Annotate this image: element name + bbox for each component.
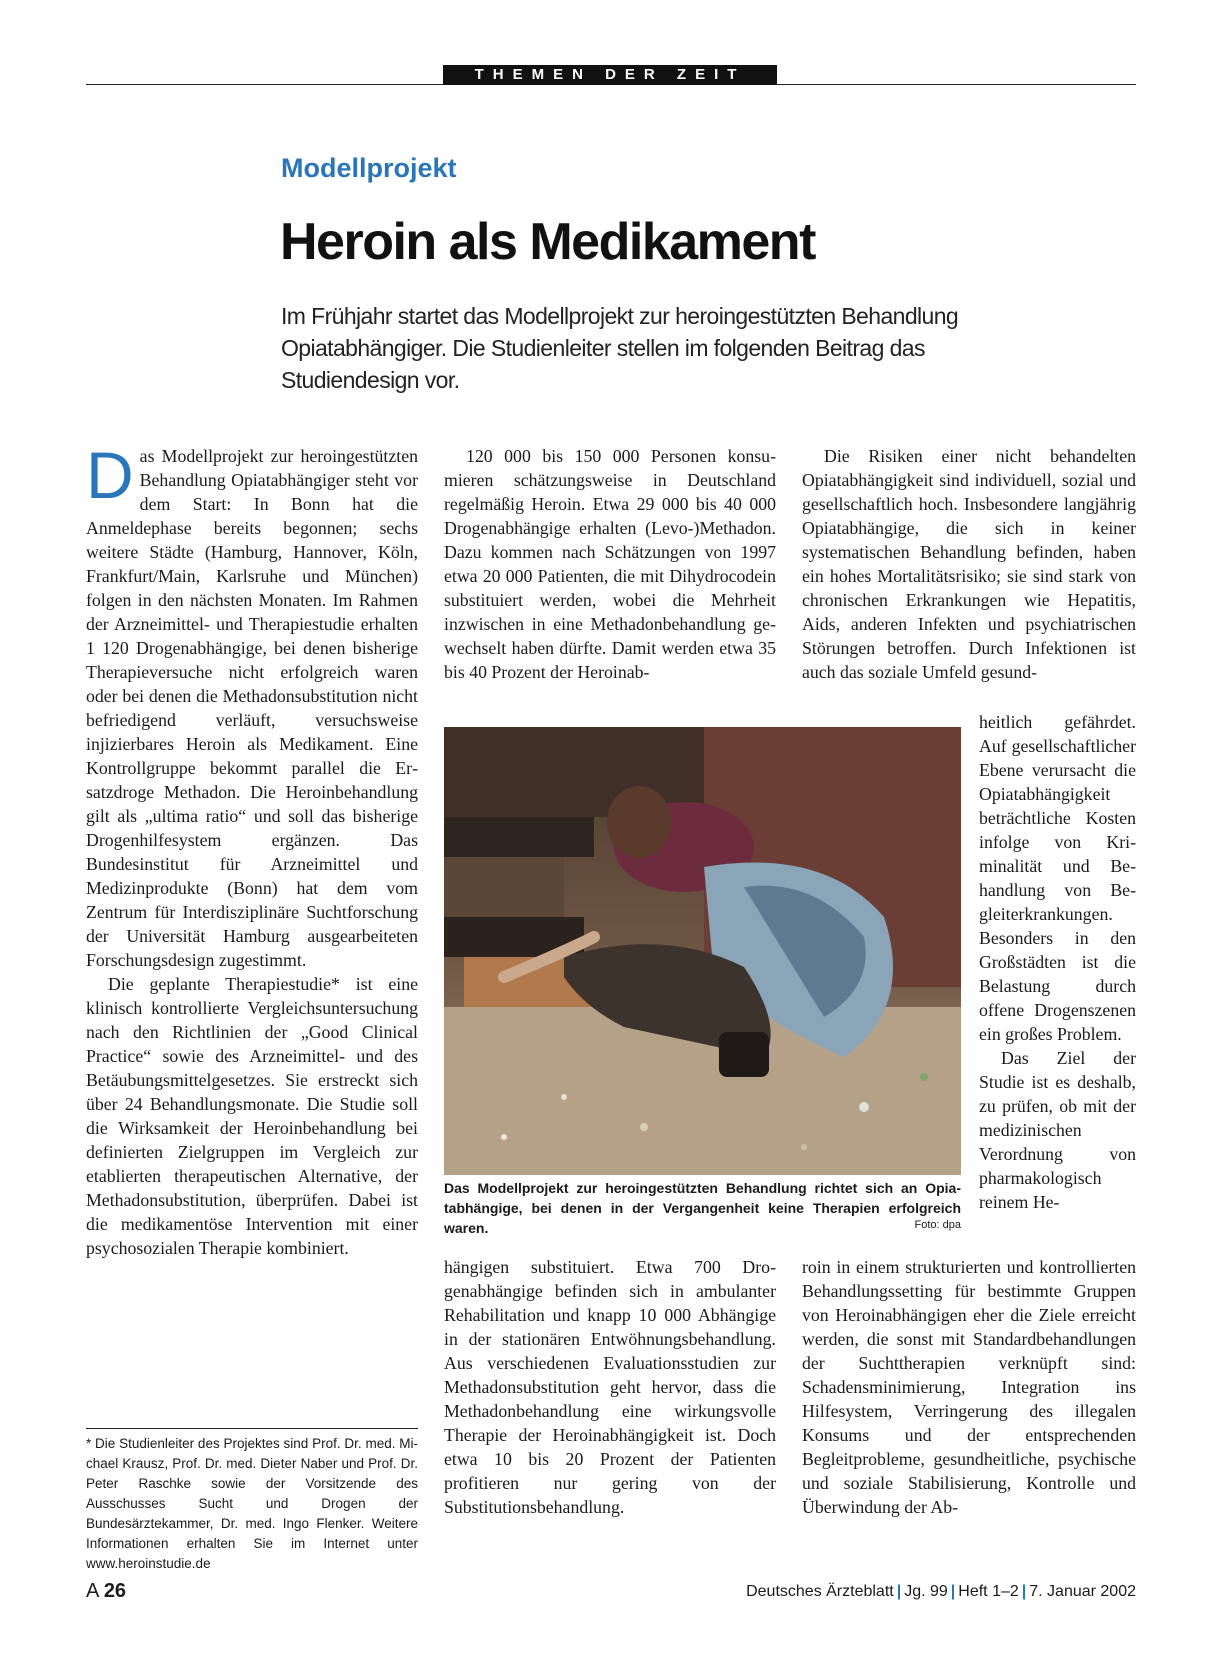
journal-volume: Jg. 99 xyxy=(904,1583,948,1600)
column-1 xyxy=(86,438,418,1260)
column-3-bottom xyxy=(802,1255,1136,1519)
footnote: * Die Studienleiter des Projektes sind Prof. Dr. med. Michael Krausz, Prof. Dr. med. Dieter Naber und Prof. Dr. Peter Raschke sowie der Vorsitzende des Ausschusses Sucht und Drogen der Bundesärztekammer, Dr. med. Ingo Flenker. Weitere Informationen erhalten Sie im Internet unter www.heroinstudie.de xyxy=(86,1436,418,1571)
paragraph-intro-text: as Modellprojekt zur heroingestützten Behandlung Opiatabhängiger steht vor dem Start: In Bonn hat die Anmeldephase bereits begonnen; sechs weitere Städte (Hamburg, Hannover, Köln, Frankfurt/Main, Karlsruhe und München) folgen in den nächsten Monaten. Im Rahmen der Arzneimittel- und Therapiestudie erhalten 1 120 Drogenabhängige, bei denen bisherige Therapieversuche nicht erfolgreich waren oder bei denen die Methadonsubstitution nicht befriedigend verläuft, versuchsweise injizierbares Heroin als Medikament. Eine Kontrollgruppe bekommt parallel die Ersatzdroge Methadon. Die Heroinbehandlung gilt als „ultima ratio“ und soll das bisherige Drogenhilfesystem ergänzen. Das Bundesinstitut für Arzneimittel und Medizinprodukte (Bonn) hat dem vom Zentrum für Interdisziplinäre Suchtforschung der Universität Hamburg ausgearbeiteten Forschungsdesign zugestimmt. xyxy=(86,446,418,970)
section-label: THEMEN DER ZEIT xyxy=(443,65,777,85)
drop-cap: D xyxy=(86,438,134,512)
paragraph-goal: Das Ziel der Studie ist es deshalb, zu prüfen, ob mit der medizinischen Verordnung von pharmakologisch reinem He- xyxy=(979,1048,1136,1212)
paragraph-statistics: 120 000 bis 150 000 Personen konsumieren schätzungsweise in Deutschland regelmäßig Heroin. Etwa 29 000 bis 40 000 Drogenabhängige erhalten (Levo-)Methadon. Dazu kommen nach Schätzungen von 1997 etwa 20 000 Patienten, die mit Dihydrocodein substituiert werden, wobei die Mehrheit inzwischen in eine Methadonbehandlung gewechselt haben dürfte. Damit werden etwa 35 bis 40 Prozent der Heroinab- xyxy=(444,446,776,682)
paragraph-intro xyxy=(86,438,418,972)
column-3-top xyxy=(802,444,1136,684)
journal-name: Deutsches Ärzteblatt xyxy=(746,1583,894,1600)
article-title: Heroin als Medikament xyxy=(280,213,815,271)
column-3-narrow xyxy=(979,710,1136,1214)
article-lead: Im Frühjahr startet das Modellprojekt zur heroingestützten Behandlung Opiatabhängiger. Die Studienleiter stellen im folgenden Beitrag das Studiendesign vor. xyxy=(281,303,959,393)
paragraph-study-design: Die geplante Therapiestudie* ist eine klinisch kontrollierte Vergleichsuntersuchung nach den Richtlinien der „Good Clinical Practice“ sowie des Arzneimittel- und des Betäubungsmittelgesetzes. Sie erstreckt sich über 24 Behandlungsmonate. Die Studie soll die Wirksamkeit der Heroinbehandlung bei definierten Zielgruppen im Vergleich zur etablierten therapeutischen Alternative, der Methadonsubstitution, überprüfen. Dabei ist die medikamentöse Intervention mit einer psychosozialen Therapie kombiniert. xyxy=(86,974,418,1258)
paragraph-goals: roin in einem strukturierten und kontrollierten Behandlungssetting für bestimmte Gruppen von Heroinabhängigen eher die Ziele erreicht werden, die sonst mit Standardbehandlungen der Suchttherapien verknüpft sind: Schadensminimierung, Integration ins Hilfesystem, Verringerung des illegalen Konsums und der entsprechenden Begleitprobleme, gesundheitliche, psychische und soziale Stabilisierung, Kontrolle und Überwindung der Ab- xyxy=(802,1257,1136,1517)
page-number xyxy=(86,1580,126,1603)
article-photo xyxy=(444,727,961,1175)
journal-date: 7. Januar 2002 xyxy=(1029,1583,1136,1600)
column-2-top xyxy=(444,444,776,684)
footer-separator: | xyxy=(896,1583,902,1600)
article-kicker: Modellprojekt xyxy=(281,153,457,183)
page-prefix: A xyxy=(86,1580,99,1602)
footer-separator: | xyxy=(1021,1583,1027,1600)
page-number-value: 26 xyxy=(103,1580,127,1602)
photo-illustration xyxy=(444,727,961,1175)
paragraph-substitution: hängigen substituiert. Etwa 700 Drogenabhängige befinden sich in ambulanter Rehabilitation und knapp 10 000 Abhängige in der stationären Entwöhnungsbehandlung. Aus verschiedenen Evaluationsstudien zur Methadonsubstitution geht hervor, dass die Methadonbehandlung eine wirkungsvolle Therapie der Heroinabhängigkeit ist. Doch etwa 10 bis 20 Prozent der Patienten profitieren nur gering von der Substitutionsbehandlung. xyxy=(444,1257,776,1517)
footer-separator: | xyxy=(950,1583,956,1600)
photo-credit: Foto: dpa xyxy=(914,1219,961,1231)
journal-issue: Heft 1–2 xyxy=(958,1583,1019,1600)
photo-caption: Das Modellprojekt zur heroingestützten Behandlung richtet sich an Opiatabhängige, bei denen in der Vergangenheit keine Therapien erfolgreich waren. xyxy=(444,1180,961,1236)
column-2-bottom xyxy=(444,1255,776,1519)
paragraph-risks: Die Risiken einer nicht behandelten Opiatabhängigkeit sind individuell, sozial und gesellschaftlich hoch. Insbesondere langjährig Opiatabhängige, die sich in keiner systematischen Behandlung befinden, haben ein hohes Mortalitätsrisiko; sie sind stark von chronischen Erkrankungen wie Hepatitis, Aids, anderen Infekten und psychiatrischen Störungen betroffen. Durch Infektionen ist auch das soziale Umfeld gesund- xyxy=(802,446,1136,682)
paragraph-risks-continued: heitlich gefährdet. Auf gesellschaftlicher Ebene verursacht die Opiatabhängigkeit beträchtliche Kosten infolge von Kriminalität und Behandlung von Begleiterkrankungen. Besonders in den Großstädten ist die Belastung durch offene Drogenszenen ein großes Problem. xyxy=(979,712,1136,1044)
footer-masthead xyxy=(746,1583,1136,1601)
footnote-rule xyxy=(86,1428,418,1429)
